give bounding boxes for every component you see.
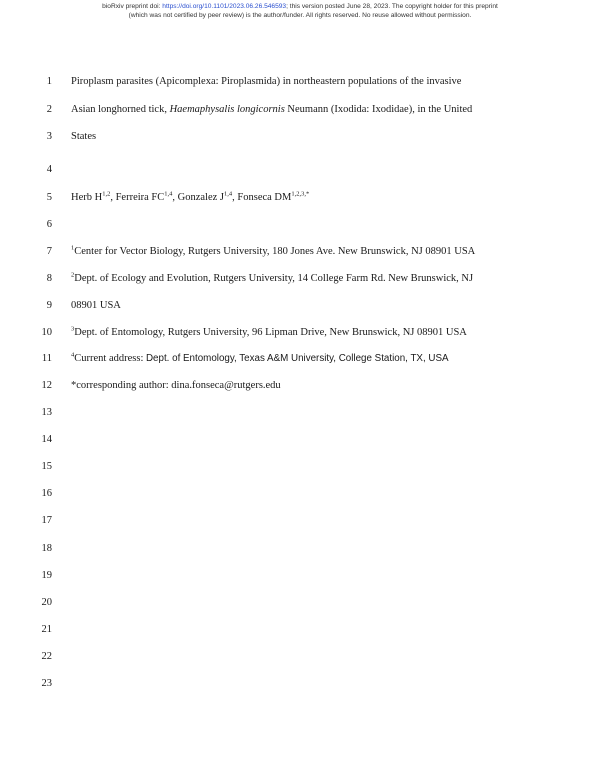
line-number: 8: [46, 273, 52, 284]
corresponding-author: *corresponding author: dina.fonseca@rutgers.edu: [71, 380, 281, 391]
doi-link[interactable]: https://doi.org/10.1101/2023.06.26.546593: [162, 3, 287, 10]
line-number: 23: [41, 678, 52, 689]
affiliation-1: $^1$Center for Vector Biology, Rutgers University, 180 Jones Ave. New Brunswick, NJ 08901 USA: [71, 244, 476, 257]
species-name: Haemaphysalis longicornis: [169, 104, 285, 115]
line-number: 17: [41, 515, 52, 526]
line-number: 15: [41, 461, 52, 472]
title-line-2: Asian longhorned tick, Haemaphysalis longicornis Neumann (Ixodida: Ixodidae), in the United: [71, 104, 473, 115]
affiliation-2-cont: 08901 USA: [71, 300, 121, 311]
line-number: 13: [41, 407, 52, 418]
author: Ferreira FC$^{1,4}$: [115, 190, 173, 203]
title-line-1: Piroplasm parasites (Apicomplexa: Piroplasmida) in northeastern populations of the invasive: [71, 76, 462, 87]
line-number: 5: [46, 192, 52, 203]
line-number: 18: [41, 543, 52, 554]
line-number: 14: [41, 434, 52, 445]
author: Fonseca $DM^{1,2,3,*}$: [237, 190, 310, 203]
author: Herb H$^{1,2}$: [71, 190, 111, 203]
line-number: 4: [46, 164, 52, 175]
line-number: 21: [41, 624, 52, 635]
affiliation-2: $^2$Dept. of Ecology and Evolution, Rutgers University, 14 College Farm Rd. New Brunswick, NJ: [71, 271, 474, 284]
line-number: 19: [41, 570, 52, 581]
line-number: 16: [41, 488, 52, 499]
author: Gonzalez J$^{1,4}$: [177, 190, 233, 203]
line-number: 20: [41, 597, 52, 608]
line-number: 11: [41, 353, 52, 364]
line-number: 3: [46, 131, 52, 142]
title-line-3: States: [71, 131, 97, 142]
line-number: 22: [41, 651, 52, 662]
line-number: 6: [46, 219, 52, 230]
affiliation-4: $^4$Current address: Dept. of Entomology, Texas A&M University, College Station, TX, USA: [71, 351, 449, 364]
affiliation-3: $^3$Dept. of Entomology, Rutgers University, 96 Lipman Drive, New Brunswick, NJ 08901 USA: [71, 325, 467, 338]
header-line-1: bioRxiv preprint doi: https://doi.org/10.1101/2023.06.26.546593; this version posted June 28, 2023. The copyright holder for this preprint: [102, 3, 498, 10]
header-line-2: (which was not certified by peer review) is the author/funder. All rights reserved. No reuse allowed without permission.: [128, 11, 472, 19]
author-list: Herb H$^{1,2}$, Ferreira FC$^{1,4}$, Gonzalez J$^{1,4}$, Fonseca $DM^{1,2,3,*}$: [71, 190, 310, 203]
line-number: 10: [41, 327, 52, 338]
line-number: 12: [41, 380, 52, 391]
line-number: 9: [46, 300, 52, 311]
line-number: 7: [46, 246, 52, 257]
line-number: 2: [46, 104, 52, 115]
preprint-header: [0, 3, 600, 20]
line-number: 1: [46, 76, 52, 87]
